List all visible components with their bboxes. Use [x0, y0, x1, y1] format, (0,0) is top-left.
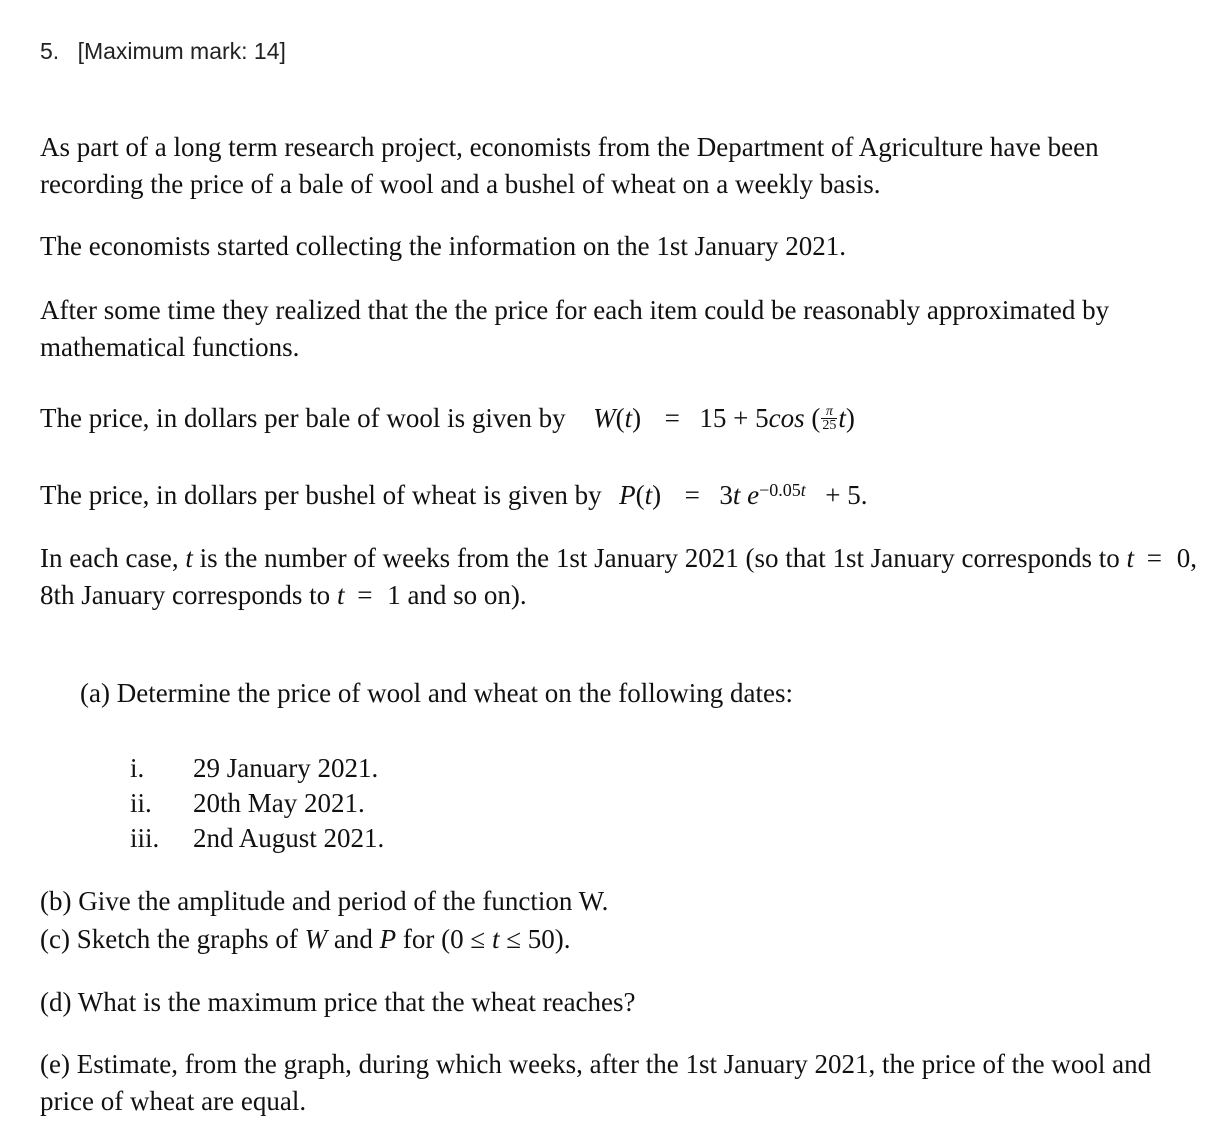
list-item-text: 2nd August 2021.: [193, 823, 385, 853]
wheat-t: t: [732, 480, 741, 510]
wool-equals: =: [664, 403, 680, 433]
wheat-exponent: [759, 480, 806, 500]
list-item: [130, 785, 384, 820]
part-c-p: P: [379, 924, 397, 954]
time-def-part2: is the number of weeks from the 1st January 2021 (so that 1st January corresponds: [199, 543, 1092, 573]
wheat-exponent-var: t: [800, 480, 806, 500]
part-c-range-start: (0 ≤: [441, 924, 486, 954]
part-d-prompt: (d) What is the maximum price that the wheat reaches?: [40, 987, 636, 1017]
wheat-coefficient: 3: [719, 480, 733, 510]
time-def-part3: , 8th January corresponds to: [40, 543, 1197, 610]
time-def-part1: In each case,: [40, 543, 179, 573]
part-c-end: ).: [554, 924, 571, 954]
wool-rhs-constant: 15 + 5: [699, 403, 769, 433]
part-c-and: and: [333, 924, 373, 954]
part-a-prompt: (a) Determine the price of wool and wheat on the following dates:: [80, 678, 794, 708]
wool-function-var: t: [624, 403, 633, 433]
list-item: [130, 820, 384, 855]
time-def-val1: 0: [1176, 543, 1191, 573]
question-heading: [40, 38, 286, 65]
list-item-label: iii.: [130, 823, 160, 853]
part-b-prompt: (b) Give the amplitude and period of the function W.: [40, 886, 609, 916]
part-c-for: for: [402, 924, 435, 954]
wheat-e: e: [747, 480, 760, 510]
wheat-rest: + 5: [825, 480, 861, 510]
question-number: 5.: [40, 38, 60, 64]
time-def-eq1: =: [1146, 543, 1162, 573]
wheat-function-var: t: [644, 480, 653, 510]
wool-fraction-denominator: 25: [822, 418, 837, 434]
part-c-pre: (c) Sketch the graphs of: [40, 924, 298, 954]
maximum-mark: [Maximum mark: 14]: [77, 38, 286, 64]
wool-price-statement: The price, in dollars per bale of wool is given by W(t) = 15 + 5cos ( $\frac{\pi}{25}$ t): [40, 403, 855, 434]
list-item-label: ii.: [130, 788, 152, 818]
wheat-end: .: [860, 480, 868, 510]
part-e-prompt: (e) Estimate, from the graph, during which weeks, after the 1st January 2021, the price of the wool and price of wheat are equal.: [40, 1049, 1152, 1116]
wheat-exponent-value: −0.05: [759, 480, 801, 500]
time-def-val2: 1: [387, 580, 401, 610]
time-def-t2: t: [1126, 543, 1135, 573]
wool-argument-var: t: [838, 403, 846, 433]
wheat-price-text: The price, in dollars per bushel of wheat is given by: [40, 480, 602, 510]
part-c-range-end: ≤ 50: [506, 924, 555, 954]
time-def-t: t: [185, 543, 193, 573]
list-item-label: i.: [130, 753, 145, 783]
wool-fraction: [821, 405, 837, 432]
time-definition: [40, 540, 1200, 614]
part-a-date-list: [130, 750, 384, 855]
wheat-equals: =: [684, 480, 700, 510]
wheat-function-name: P: [619, 480, 636, 510]
list-item-text: 20th May 2021.: [193, 788, 365, 818]
intro-paragraph-1: As part of a long term research project, economists from the Department of Agriculture have been recording the price of a bale of wool and a bushel of wheat on a weekly basis.: [40, 132, 1099, 199]
list-item: [130, 750, 384, 785]
list-item-text: 29 January 2021.: [193, 753, 379, 783]
time-def-t3: t: [336, 580, 345, 610]
part-c-prompt: [40, 921, 1200, 958]
part-c-w: W: [304, 924, 328, 954]
wool-fraction-numerator: π: [821, 405, 837, 419]
time-def-part4: and so on).: [407, 580, 527, 610]
wheat-price-statement: The price, in dollars per bushel of wheat is given by P(t) = 3t $e^{-0.05t} + 5$.: [40, 480, 868, 510]
time-def-to: to: [1098, 543, 1120, 573]
wool-price-text: The price, in dollars per bale of wool is given by: [40, 403, 566, 433]
wool-cos: cos: [768, 403, 805, 433]
wool-function-name: W: [593, 403, 616, 433]
intro-paragraph-2: The economists started collecting the information on the 1st January 2021.: [40, 231, 847, 261]
time-def-eq2: =: [357, 580, 373, 610]
part-c-t: t: [491, 924, 500, 954]
intro-paragraph-3: After some time they realized that the the price for each item could be reasonably approximated by mathematical functions.: [40, 295, 1110, 362]
